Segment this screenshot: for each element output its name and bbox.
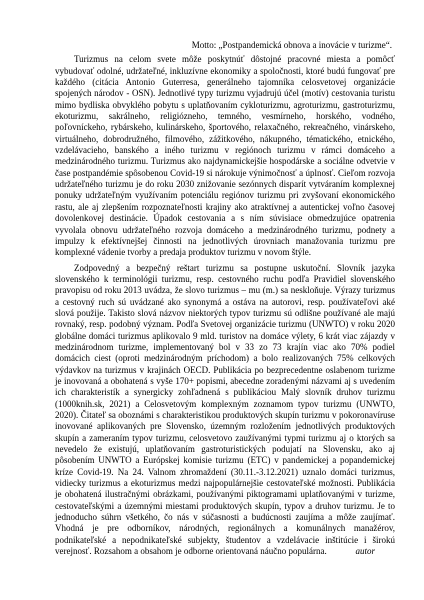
author-signature: autor (355, 546, 375, 557)
paragraph-intro: Turizmus na celom svete môže poskytnúť dôstojné pracovné miesta a pomôcť vybudovať odolné, udržateľné, inkluzívne ekonomiky a spoločnosti, ktoré budú fungovať pre každého (citácia Antonio Guterresa, generálneho tajomníka celosvetovej organizácie spojených národov - OSN). Jednotlivé typy turizmu vyjadrujú účel (motív) cestovania turistu mimo bydliska obvyklého pobytu s uplatňovaním cykloturizmu, agroturizmu, gastroturizmu, ekoturizmu, sakrálneho, religiózneho, temného, vesmírneho, horského, vodného, poľovníckeho, rybárskeho, kulinárskeho, športového, relaxačného, rekreačného, vinárskeho, virtuálneho, dobrodružného, filmového, zážitkového, nákupného, tématického, etnického, vzdelávacieho, banského a iného turizmu v regiónoch turizmu v rámci domáceho a medzinárodného turizmu. Turizmus ako najdynamickejšie hospodárske a sociálne odvetvie v čase postpandémie spôsobenou Covid-19 si nárokuje výnimočnosť a úplnosť. Cieľom rozvoja udržateľného turizmu je do roku 2030 znižovanie sezónnych disparít vytváraním komplexnej ponuky udržateľným využívaním potenciálu regiónov turizmu pri zvyšovaní ekonomického rastu, ale aj zlepšením rozpoznateľnosti krajiny ako atraktívnej a autentickej voľno časovej dovolenkovej destinácie. Úpadok cestovania a s ním súvisiace obmedzujúce opatrenia vyvolala obnovu udržateľného rozvoja domáceho a medzinárodného turizmu, podnety a impulzy k efektívnejšej činnosti na jednotlivých úrovniach manažovania turizmu pre komplexné vádenie tvorby a predaja produktov turizmu v novom štýle. (55, 54, 395, 258)
paragraph-restart: Zodpovedný a bezpečný reštart turizmu sa postupne uskutoční. Slovník jazyka slovenského k terminológii turizmu, resp. cestovného ruchu podľa Pravidiel slovenského pravopisu od roku 2013 uvádza, že slovo turizmus – mu (m.) sa neskloňuje. Výrazy turizmus a cestovný ruch sú uvádzané ako synonymá a ostáva na autorovi, resp. používateľovi aké slová použije. Takisto slová názvov niektorých typov turizmu sú odlišne používané ale majú rovnaký, resp. podobný význam. Podľa Svetovej organizácie turizmu (UNWTO) v roku 2020 globálne domáci turizmus aplikovalo 9 mld. turistov na domáce výlety, 6 krát viac zájazdy v medzinárodnom turizme, implementovaný bol v 33 zo 73 krajín viac ako 70% podiel domácich ciest (oproti medzinárodným príchodom) a bolo realizovaných 75% celkových výdavkov na turizmus v krajinách OECD. Publikácia po bezprecedentne oslabenom turizme je inovovaná a obohatená s vyše 170+ popismi, abecedne zoradenými názvami aj s uvedením ich charakteristík a synergicky zohľadnená s publikáciou Malý slovník druhov turizmu (1000knih.sk, 2021) a Celosvetovým komplexným zoznamom typov turizmu (UNWTO, 2020). Čitateľ sa oboznámi s charakteristikou produktových skupín turizmu v pokoronavíruse inovované aplikovaných pre Slovensko, územným rozložením jednotlivých produktových skupín a zameraním typov turizmu, celosvetovo zaužívanými typmi turizmu aj o ktorých sa nevedelo že existujú, uplatňovaním gastroturistických podujatí na Slovensku, ako aj pôsobením UNWTO a Európskej komisie turizmu (ETC) v pandemickej a popandemickej kríze Covid-19. Na 24. Valnom zhromaždení (30.11.-3.12.2021) uznalo domáci turizmus, vidiecky turizmus a ekoturizmus medzi najpopulárnejšie cestovateľské možnosti. Publikácia je obohatená ilustračnými obrázkami, používanými piktogramami uplatňovanými v turizme, cestovateľskými a územnými miestami produktových skupín, typov a druhov turizmu. Je to jednoducho súhrn všetkého, čo nás v súčasnosti a budúcnosti zaujíma a môže zaujímať. Vhodná je pre odborníkov, národných, regionálnych a komunálnych manažérov, podnikateľské a nepodnikateľské subjekty, študentov a vzdelávacie inštitúcie i širokú verejnosť. Rozsahom a obsahom je odborne orientovaná náučno populárna. (55, 262, 395, 557)
motto: Motto: „Postpandemická obnova a inovácie v turizme“. (191, 40, 392, 50)
